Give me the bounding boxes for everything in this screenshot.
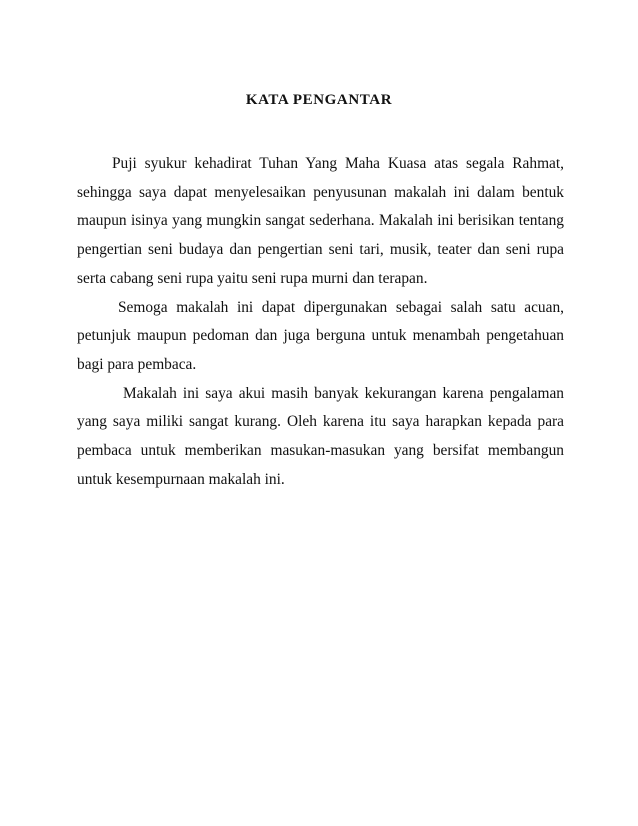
document-body [77,150,564,494]
paragraph-3: Makalah ini saya akui masih banyak kekurangan karena pengalaman yang saya miliki sangat kurang. Oleh karena itu saya harapkan kepada para pembaca untuk memberikan masukan-masukan yang bersifat membangun untuk kesempurnaan makalah ini. [77,384,564,488]
paragraph-2: Semoga makalah ini dapat dipergunakan sebagai salah satu acuan, petunjuk maupun pedoman dan juga berguna untuk menambah pengetahuan bagi para pembaca. [77,298,564,373]
page-title: KATA PENGANTAR [245,92,393,108]
paragraph-1: Puji syukur kehadirat Tuhan Yang Maha Kuasa atas segala Rahmat, sehingga saya dapat menyelesaikan penyusunan makalah ini dalam bentuk maupun isinya yang mungkin sangat sederhana. Makalah ini berisikan tentang pengertian seni budaya dan pengertian seni tari, musik, teater dan seni rupa serta cabang seni rupa yaitu seni rupa murni dan terapan. [77,155,564,287]
